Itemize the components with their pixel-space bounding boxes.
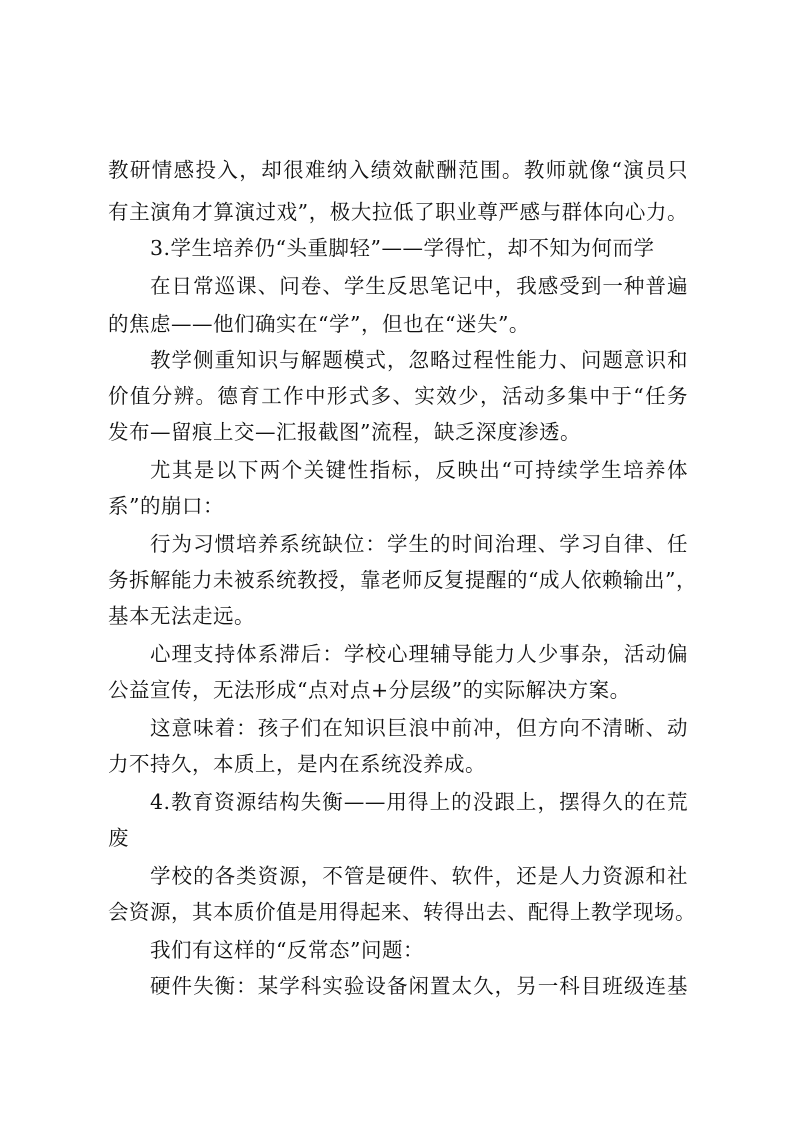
- text-line: 学校的各类资源，不管是硬件、软件，还是人力资源和社: [150, 864, 688, 888]
- text-line: 我们有这样的“反常态”问题：: [150, 938, 424, 962]
- text-line: 价值分辨。德育工作中形式多、实效少，活动多集中于“任务: [108, 384, 688, 408]
- text-line: 会资源，其本质价值是用得起来、转得出去、配得上教学现场。: [108, 900, 696, 924]
- text-line: 尤其是以下两个关键性指标，反映出“可持续学生培养体: [150, 458, 688, 482]
- text-line: 发布—留痕上交—汇报截图”流程，缺乏深度渗透。: [108, 420, 581, 444]
- text-line: 公益宣传，无法形成“点对点+分层级”的实际解决方案。: [108, 678, 631, 702]
- text-line: 有主演角才算演过戏”，极大拉低了职业尊严感与群体向心力。: [108, 200, 688, 224]
- text-line: 务拆解能力未被系统教授，靠老师反复提醒的“成人依赖输出”，: [108, 568, 697, 592]
- text-line: 在日常巡课、问卷、学生反思笔记中，我感受到一种普遍: [150, 274, 688, 298]
- text-line: 的焦虑——他们确实在“学”，但也在“迷失”。: [108, 312, 530, 336]
- text-line: 心理支持体系滞后：学校心理辅导能力人少事杂，活动偏: [150, 642, 688, 666]
- text-line: 教研情感投入，却很难纳入绩效献酬范围。教师就像“演员只: [108, 158, 688, 182]
- section-heading: 4.教育资源结构失衡——用得上的没跟上，摆得久的在荒: [150, 790, 688, 814]
- text-line: 这意味着：孩子们在知识巨浪中前冲，但方向不清晰、动: [150, 716, 688, 740]
- text-line: 硬件失衡：某学科实验设备闲置太久，另一科目班级连基: [150, 974, 688, 998]
- text-line: 基本无法走远。: [108, 604, 255, 628]
- text-line: 系”的崩口：: [108, 494, 224, 518]
- text-line: 力不持久，本质上，是内在系统没养成。: [108, 752, 486, 776]
- section-heading: 3.学生培养仍“头重脚轻”——学得忙，却不知为何而学: [150, 236, 655, 260]
- text-line: 教学侧重知识与解题模式，忽略过程性能力、问题意识和: [150, 348, 688, 372]
- section-heading-continuation: 废: [108, 826, 129, 850]
- text-line: 行为习惯培养系统缺位：学生的时间治理、学习自律、任: [150, 532, 688, 556]
